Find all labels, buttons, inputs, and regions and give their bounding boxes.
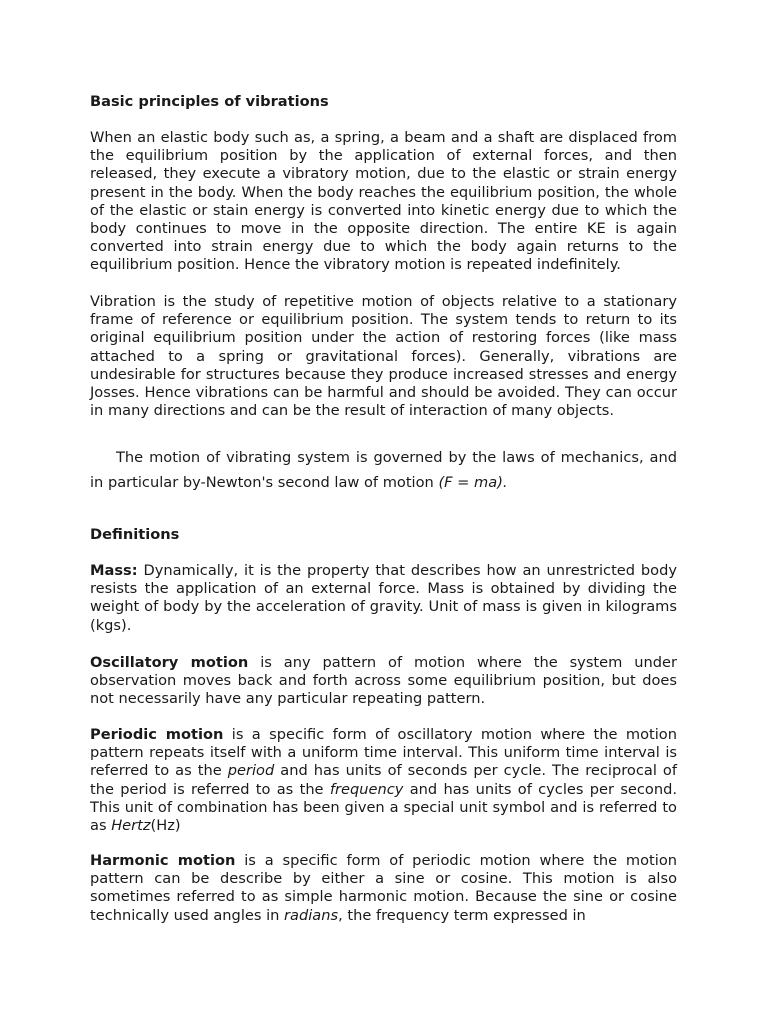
emphasis-hertz: Hertz [111,817,151,835]
definition-text-mass: Dynamically, it is the property that describes how an unrestricted body resists the application of an external force. Mass is obtained by dividing the weight of body by the acceleration of gravity. Unit of mass is given in kilograms (kgs). [90,562,677,634]
definition-term-harmonic: Harmonic motion [90,852,236,869]
intro-paragraph-3 [90,446,677,495]
definition-text-periodic-1: is a specific form of oscillatory motion where the motion pattern repeats itself with a uniform time interval. This uniform time interval is referred to as the [90,726,677,780]
emphasis-frequency: frequency [329,780,404,798]
definition-text-harmonic-2: , the frequency term expressed in [338,906,586,924]
definition-text-periodic-4: (Hz) [150,817,181,835]
definitions-heading: Definitions [90,526,180,543]
definition-term-oscillatory: Oscillatory motion [90,654,249,671]
definition-oscillatory-motion [90,654,677,709]
emphasis-period: period [227,762,275,780]
intro-paragraph-1: When an elastic body such as, a spring, a beam and a shaft are displaced from the equilibrium position by the application of external forces, and then released, they execute a vibratory motion, due to the elastic or strain energy present in the body. When the body reaches the equilibrium position, the whole of the elastic or stain energy is converted into kinetic energy due to which the body continues to move in the opposite direction. The entire KE is again converted into strain energy due to which the body again returns to the equilibrium position. Hence the vibratory motion is repeated indefinitely. [90,129,677,274]
definition-text-harmonic-1: is a specific form of periodic motion where the motion pattern can be describe by either a sine or cosine. This motion is also sometimes referred to as simple harmonic motion. Because the sine or cosine technically used angles in [90,852,678,924]
definition-text-oscillatory: is any pattern of motion where the system under observation moves back and forth across some equilibrium position, but does not necessarily have any particular repeating pattern. [90,654,677,708]
newton-law-text: The motion of vibrating system is governed by the laws of mechanics, and in particular by-Newton's second law of motion [90,449,677,491]
emphasis-radians: radians [284,906,339,924]
page-title: Basic principles of vibrations [90,93,329,110]
definition-text-periodic-2: and has units of seconds per cycle. The reciprocal of the period is referred to as the [90,762,677,798]
definition-harmonic-motion [90,852,677,925]
definition-term-periodic: Periodic motion [90,726,224,743]
intro-paragraph-2: Vibration is the study of repetitive motion of objects relative to a stationary frame of reference or equilibrium position. The system tends to return to its original equilibrium position under the action of restoring forces (like mass attached to a spring or gravitational forces). Generally, vibrations are undesirable for structures because they produce increased stresses and energy Josses. Hence vibrations can be harmful and should be avoided. They can occur in many directions and can be the result of interaction of many objects. [90,293,677,420]
definition-mass [90,562,677,635]
newton-law-formula: (F = ma). [438,473,508,491]
definition-term-mass: Mass: [90,562,138,579]
definition-periodic-motion [90,726,677,835]
definition-text-periodic-3: and has units of cycles per second. This unit of combination has been given a special unit symbol and is referred to as [90,780,678,835]
